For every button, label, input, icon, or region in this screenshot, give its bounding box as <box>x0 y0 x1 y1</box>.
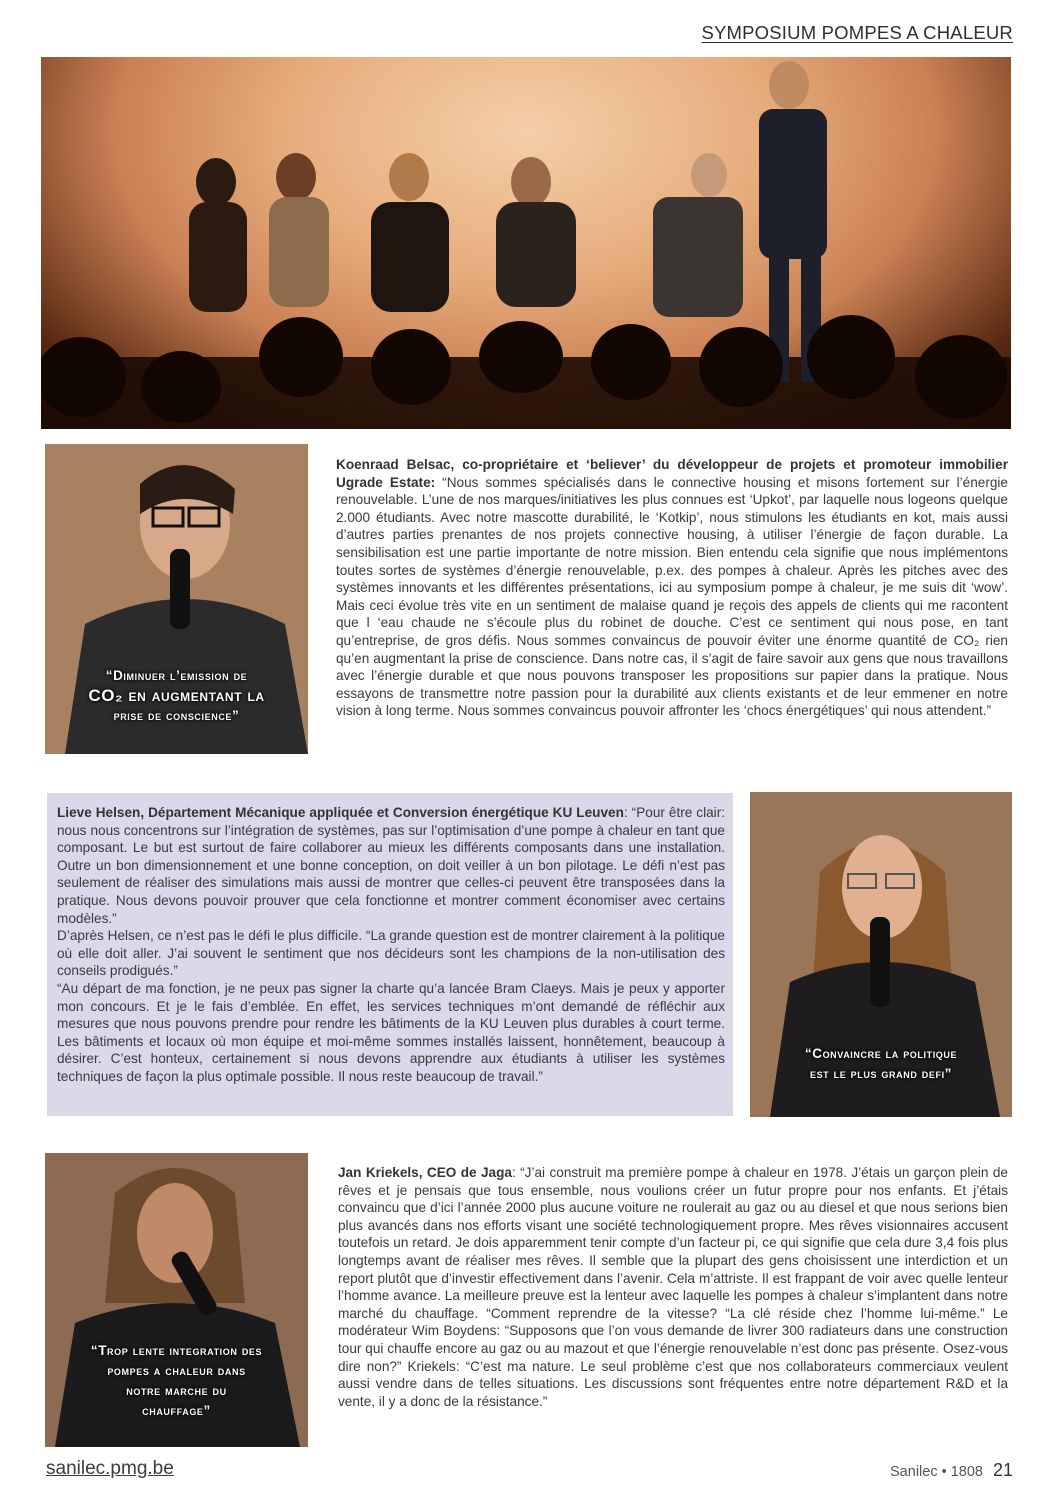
paragraph: “Au départ de ma fonction, je ne peux pas signer la charte qu’a lancée Bram Claeys. Mais je peux y apporter mon concours. Et je le fais d’emblée. En effet, les services techniques m’ont demandé de réfléchir aux mesures que nous pouvons prendre pour rendre les bâtiments de la KU Leuven plus durables à court terme. Les bâtiments et locaux où mon équipe et moi-même sommes installés laissent, honnêtement, beaucoup à désirer. C’est honteux, certainement si nous devons apprendre aux étudiants à utiliser les systèmes techniques de façon la plus optimale possible. Il nous reste beaucoup de travail.” <box>57 980 725 1084</box>
pull-quote-line: “Trop lente integration des <box>90 1343 263 1358</box>
paragraph: : “J’ai construit ma première pompe à chaleur en 1978. J’étais un garçon plein de rêves et je pensais que tous ensemble, nous voulions créer un futur propre pour nos enfants. Et j’étais convaincu que d’ici l’année 2000 plus aucune voiture ne roulerait au gaz ou au diesel et que nous serions bien plus avancés dans nos efforts visant une société technologiquement propre. Mes rêves visionnaires accusent toutefois un retard. Je dois apparemment tenir compte d’un facteur pi, ce qui signifie que cela dure 3,4 fois plus longtemps avant de réaliser mes rêves. Il semble que la plupart des gens choisissent une interdiction et un report plutôt que d’investir effectivement dans l’avenir. Cela m’attriste. Il est frappant de voir avec quelle lenteur l’homme avance. La meilleure preuve est la lenteur avec laquelle les pompes à chaleur s’implantent dans notre marché du chauffage. “Comment reprendre de la vitesse? “La clé réside chez l’homme lui-même.” Le modérateur Wim Boydens: “Supposons que l’on vous demande de livrer 300 radiateurs dans une construction tour qui chauffe encore au gaz ou au mazout et que l’énergie renouvelable n’est donc pas présente. Osez-vous dire non?” Kriekels: “C’est ma nature. Le seul problème c’est que nos collaborateurs commerciaux veulent aussi vendre dans de telles situations. Les discussions sont fréquentes entre notre département R&D et la vente, il y a donc de la résistance.” <box>338 1165 1008 1409</box>
pull-quote-line: prise de conscience” <box>113 708 240 723</box>
pull-quote-line: CO₂ en augmentant la <box>88 686 265 705</box>
pull-quote-line: “Convaincre la politique <box>804 1046 958 1061</box>
paragraph: : “Pour être clair: nous nous concentrons sur l’intégration de systèmes, pas sur l’optimisation d’une pompe à chaleur en tant que composant. Le but est surtout de faire collaborer au mieux les différents composants dans une installation. Outre un bon dimensionnement et une bonne conception, on doit veiller à un bon pilotage. Le défi n’est pas seulement de réaliser des simulations mais aussi de montrer que celles-ci peuvent être transposées dans la pratique. Nous devons pouvoir prouver que cela fonctionne et montrer comment économiser avec certains modèles.” <box>57 805 725 926</box>
paragraph: D’après Helsen, ce n’est pas le défi le plus difficile. “La grande question est de montrer clairement à la politique où elle doit aller. J’ai souvent le sentiment que nos décideurs sont les champions de la non-utilisation des conseils prodigués.” <box>57 928 725 979</box>
pull-quote-line: est le plus grand defi” <box>809 1066 953 1081</box>
footer-info <box>890 1460 1013 1481</box>
pull-quote-line: pompes a chaleur dans <box>107 1363 246 1378</box>
speaker-name: Jan Kriekels, CEO de Jaga <box>338 1165 512 1180</box>
panel-discussion-photo <box>41 57 1011 429</box>
pull-quote-line: notre marche du <box>126 1383 227 1398</box>
speaker-name: Lieve Helsen, Département Mécanique appliquée et Conversion énergétique KU Leuven <box>57 805 624 820</box>
portrait-koenraad-belsac <box>45 444 308 754</box>
website-link[interactable]: sanilec.pmg.be <box>46 1458 174 1479</box>
article-section-kriekels <box>338 1164 1008 1410</box>
portrait-lieve-helsen <box>750 792 1012 1117</box>
speaker-name: Koenraad Belsac, co-propriétaire et ‘believer’ du développeur de projets et promoteur immobilier Ugrade Estate: <box>336 457 1008 490</box>
magazine-issue: Sanilec • 1808 <box>890 1464 983 1480</box>
pull-quote-line: chauffage” <box>142 1403 211 1418</box>
portrait-jan-kriekels <box>45 1153 308 1447</box>
page-number: 21 <box>992 1460 1013 1480</box>
paragraph: “Nous sommes spécialisés dans le connective housing et misons fortement sur l’énergie renouvelable. L’une de nos marques/initiatives les plus connues est ‘Upkot’, par laquelle nous logeons quelque 2.000 étudiants. Avec notre mascotte durabilité, le ‘Kotkip’, nous stimulons les étudiants en kot, mais aussi d’autres parties prenantes de nos projets connective housing, à utiliser l’énergie de façon durable. La sensibilisation est une partie importante de notre mission. Bien entendu cela signifie que nous implémentons toutes sortes de systèmes d’énergie renouvelable, p.ex. des pompes à chaleur. Après les pitches avec des systèmes innovants et les différentes présentations, ici au symposium pompe à chaleur, je me suis dit ‘wow’. Mais ceci évolue très vite en un sentiment de malaise quand je reçois des appels de clients qui me racontent que l ‘eau chaude ne s’écoule plus du robinet de douche. C’est ce sentiment qui nous pose, en tant qu’entreprise, de gros défis. Nous sommes convaincus de pouvoir éviter une énorme quantité de CO₂ rien qu’en augmentant la prise de conscience. Dans notre cas, il s’agit de faire savoir aux gens que nous travaillons avec l’énergie durable et que nous pouvons transposer les propositions sur papier dans la pratique. Nous essayons de transmettre notre passion pour la durabilité aux clients existants et de leur emmener en notre vision à long terme. Nous sommes convaincus pouvoir affronter les ‘chocs énergétiques’ qui nous attendent.” <box>336 474 1008 719</box>
pull-quote-line: “Diminuer l’emission de <box>105 668 248 683</box>
section-header: SYMPOSIUM POMPES A CHALEUR <box>701 22 1013 43</box>
article-section-helsen <box>47 793 733 1116</box>
article-section-belsac <box>336 456 1008 720</box>
